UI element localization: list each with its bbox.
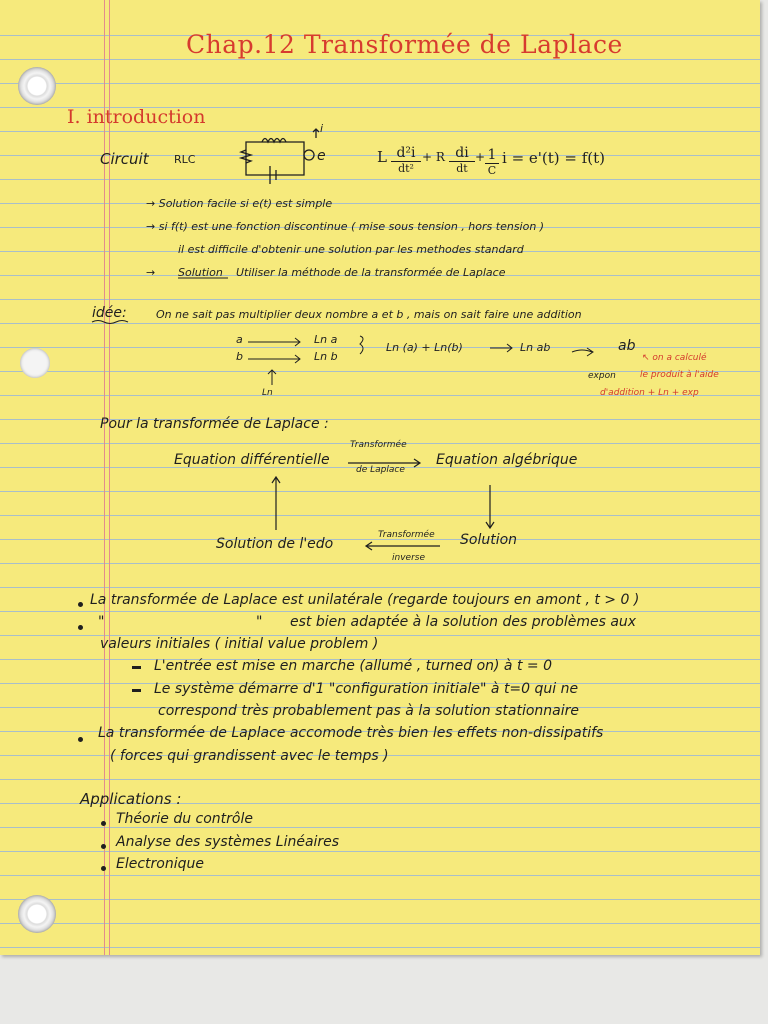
- property-adapted-cont: valeurs initiales ( initial value problem ): [100, 636, 379, 652]
- circuit-label: Circuit: [100, 150, 149, 168]
- property-nondissipative-cont: ( forces qui grandissent avec le temps ): [110, 748, 389, 764]
- bullet-simple: → Solution facile si e(t) est simple: [146, 197, 333, 210]
- property-nondissipative: La transformée de Laplace accomode très bien les effets non-dissipatifs: [98, 725, 604, 741]
- application-item-control: Théorie du contrôle: [116, 811, 253, 827]
- eq-plus: +: [475, 150, 486, 164]
- eq-rhs: i = e'(t) = f(t): [502, 149, 606, 167]
- bullet-dot-app-1: [101, 821, 106, 826]
- eq-dt: dt: [456, 162, 468, 175]
- eq-dt2: dt²: [398, 162, 414, 175]
- diagram-transform-top: Transformée: [350, 440, 407, 450]
- bullet-solution-text: Utiliser la méthode de la transformée de Laplace: [236, 266, 506, 279]
- eq-one: 1: [485, 147, 499, 164]
- property-sub-system: Le système démarre d'1 "configuration initiale" à t=0 qui ne: [154, 681, 579, 697]
- property-adapted: est bien adaptée à la solution des problèmes aux: [290, 614, 637, 630]
- section-heading: I. introduction: [67, 106, 206, 128]
- idee-sum: Ln (a) + Ln(b): [386, 341, 463, 354]
- property-unilateral: La transformée de Laplace est unilatérale (regarde toujours en amont , t > 0 ): [90, 592, 640, 608]
- eq-d2i: d²i: [391, 145, 421, 162]
- idee-ab: ab: [618, 338, 636, 354]
- diagram-solution: Solution: [460, 532, 518, 548]
- eq-L: L: [377, 148, 387, 166]
- laplace-intro: Pour la transformée de Laplace :: [100, 416, 329, 432]
- current-label: i: [320, 122, 324, 135]
- property-sub-system-cont: correspond très probablement pas à la solution stationnaire: [158, 703, 580, 719]
- circuit-type: RLC: [174, 153, 196, 166]
- bullet-solution-label: Solution: [178, 266, 223, 279]
- eq-plus-r: + R: [422, 150, 445, 164]
- eq-inverse-c: [485, 147, 499, 177]
- diagram-alg-eq: Equation algébrique: [436, 452, 578, 468]
- bullet-dot-p1: [78, 602, 83, 607]
- idee-note-3: d'addition + Ln + exp: [600, 388, 699, 398]
- eq-second-derivative: [391, 145, 421, 175]
- idee-lnb: Ln b: [314, 350, 338, 363]
- property-ditto-1: ": [98, 614, 105, 630]
- diagram-inverse-bottom: inverse: [392, 553, 425, 563]
- idee-ln: Ln: [262, 388, 273, 398]
- bullet-solution-arrow: →: [146, 266, 156, 279]
- idee-note-2: le produit à l'aide: [640, 370, 719, 380]
- page-title: Chap.12 Transformée de Laplace: [186, 30, 623, 59]
- applications-title: Applications :: [80, 790, 182, 808]
- eq-di: di: [449, 145, 475, 162]
- diagram-diff-eq: Equation différentielle: [174, 452, 330, 468]
- eq-c: C: [487, 164, 497, 177]
- diagram-transform-bottom: de Laplace: [356, 465, 405, 475]
- bullet-dot-p2: [78, 625, 83, 630]
- bullet-discontinuous: → si f(t) est une fonction discontinue ( mise sous tension , hors tension ): [146, 220, 545, 233]
- bullet-dash-sub1: [132, 666, 141, 669]
- diagram-solution-edo: Solution de l'edo: [216, 536, 334, 552]
- idee-lna: Ln a: [314, 333, 338, 346]
- eq-first-derivative: [449, 145, 475, 175]
- bullet-dot-p3: [78, 737, 83, 742]
- rlc-circuit-icon: [241, 129, 319, 184]
- bullet-dot-app-2: [101, 844, 106, 849]
- bullet-dash-sub2: [132, 689, 141, 692]
- idee-a: a: [236, 333, 243, 346]
- property-ditto-2: ": [256, 614, 263, 630]
- idee-text: On ne sait pas multiplier deux nombre a et b , mais on sait faire une addition: [156, 308, 582, 321]
- bullet-difficult: il est difficile d'obtenir une solution par les methodes standard: [178, 243, 524, 256]
- idee-lnab: Ln ab: [520, 341, 551, 354]
- source-label: e: [317, 148, 326, 164]
- idee-b: b: [236, 350, 243, 363]
- idee-expon: expon: [588, 371, 616, 381]
- bullet-dot-app-3: [101, 866, 106, 871]
- diagram-inverse-top: Transformée: [378, 530, 435, 540]
- idee-note-1: ↖ on a calculé: [642, 353, 707, 363]
- application-item-electronics: Electronique: [116, 856, 204, 872]
- idee-label: idée:: [92, 305, 127, 321]
- property-sub-entry: L'entrée est mise en marche (allumé , turned on) à t = 0: [154, 658, 552, 674]
- application-item-linear: Analyse des systèmes Linéaires: [116, 834, 340, 850]
